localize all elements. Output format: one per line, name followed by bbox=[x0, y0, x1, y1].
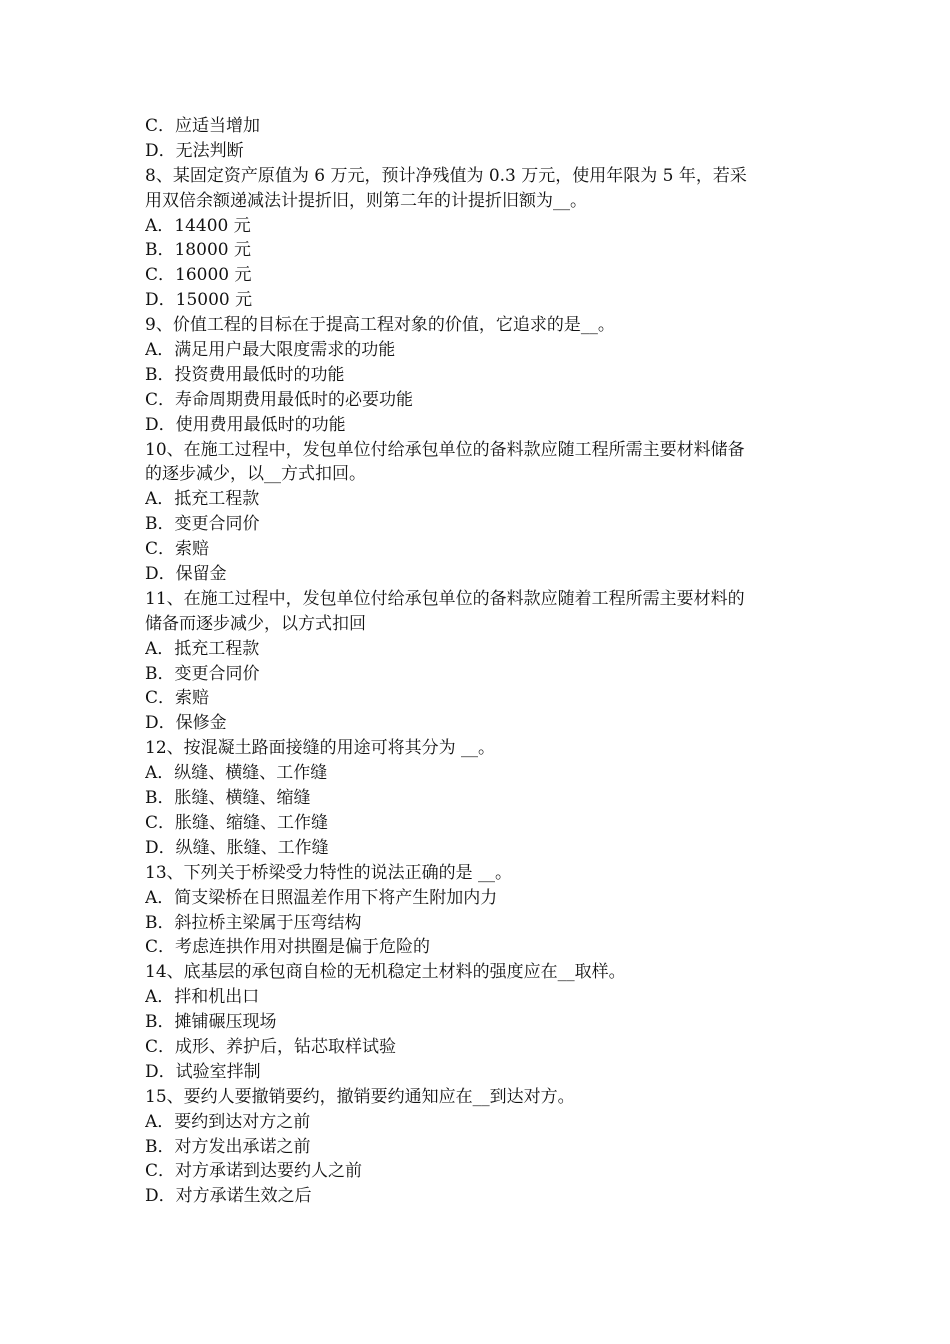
option-line: A．简支梁桥在日照温差作用下将产生附加内力 bbox=[145, 887, 498, 908]
question-line: 的逐步减少，以__方式扣回。 bbox=[145, 464, 366, 485]
option-line: A．抵充工程款 bbox=[145, 638, 260, 659]
option-line: B．胀缝、横缝、缩缝 bbox=[145, 788, 311, 809]
option-line: C．对方承诺到达要约人之前 bbox=[145, 1161, 363, 1182]
question-line: 14、底基层的承包商自检的无机稳定土材料的强度应在__取样。 bbox=[145, 962, 626, 983]
option-line: B．18000 元 bbox=[145, 240, 251, 261]
option-line: B．变更合同价 bbox=[145, 663, 260, 684]
option-line: A．抵充工程款 bbox=[145, 489, 260, 510]
option-line: A．要约到达对方之前 bbox=[145, 1111, 311, 1132]
option-line: C．应适当增加 bbox=[145, 116, 261, 136]
option-line: D．使用费用最低时的功能 bbox=[145, 414, 346, 435]
option-line: D．15000 元 bbox=[145, 290, 253, 311]
option-line: B．斜拉桥主梁属于压弯结构 bbox=[145, 912, 362, 933]
option-line: B．变更合同价 bbox=[145, 514, 260, 535]
option-line: C．成形、养护后，钻芯取样试验 bbox=[145, 1036, 397, 1057]
option-line: D．无法判断 bbox=[145, 140, 244, 161]
option-line: C．考虑连拱作用对拱圈是偏于危险的 bbox=[145, 937, 431, 958]
option-line: D．试验室拌制 bbox=[145, 1061, 261, 1082]
option-line: C．索赔 bbox=[145, 539, 210, 560]
option-line: D．保修金 bbox=[145, 713, 227, 734]
option-line: C．16000 元 bbox=[145, 265, 252, 286]
option-line: A．14400 元 bbox=[145, 215, 251, 236]
option-line: B．投资费用最低时的功能 bbox=[145, 364, 345, 385]
question-line: 储备而逐步减少，以方式扣回 bbox=[145, 613, 366, 634]
question-line: 用双倍余额递减法计提折旧，则第二年的计提折旧额为__。 bbox=[145, 190, 587, 211]
option-line: C．胀缝、缩缝、工作缝 bbox=[145, 812, 329, 833]
option-line: B．对方发出承诺之前 bbox=[145, 1136, 311, 1157]
question-line: 15、要约人要撤销要约，撤销要约通知应在__到达对方。 bbox=[145, 1086, 575, 1107]
option-line: A．满足用户最大限度需求的功能 bbox=[145, 340, 396, 361]
question-line: 9、价值工程的目标在于提高工程对象的价值，它追求的是__。 bbox=[145, 315, 615, 336]
question-line: 10、在施工过程中，发包单位付给承包单位的备料款应随工程所需主要材料储备 bbox=[145, 439, 745, 460]
option-line: D．保留金 bbox=[145, 564, 227, 585]
option-line: D．对方承诺生效之后 bbox=[145, 1186, 312, 1207]
option-line: C．寿命周期费用最低时的必要功能 bbox=[145, 389, 414, 410]
option-line: C．索赔 bbox=[145, 688, 210, 709]
option-line: D．纵缝、胀缝、工作缝 bbox=[145, 837, 329, 858]
option-line: B．摊铺碾压现场 bbox=[145, 1012, 277, 1033]
option-line: A．纵缝、横缝、工作缝 bbox=[145, 763, 328, 784]
question-line: 12、按混凝土路面接缝的用途可将其分为 __。 bbox=[145, 738, 496, 759]
question-line: 13、下列关于桥梁受力特性的说法正确的是 __。 bbox=[145, 862, 513, 883]
question-line: 11、在施工过程中，发包单位付给承包单位的备料款应随着工程所需主要材料的 bbox=[145, 588, 745, 609]
question-line: 8、某固定资产原值为 6 万元，预计净残值为 0.3 万元，使用年限为 5 年，若采 bbox=[145, 165, 747, 186]
question-text-block bbox=[145, 114, 810, 1209]
option-line: A．拌和机出口 bbox=[145, 987, 260, 1008]
